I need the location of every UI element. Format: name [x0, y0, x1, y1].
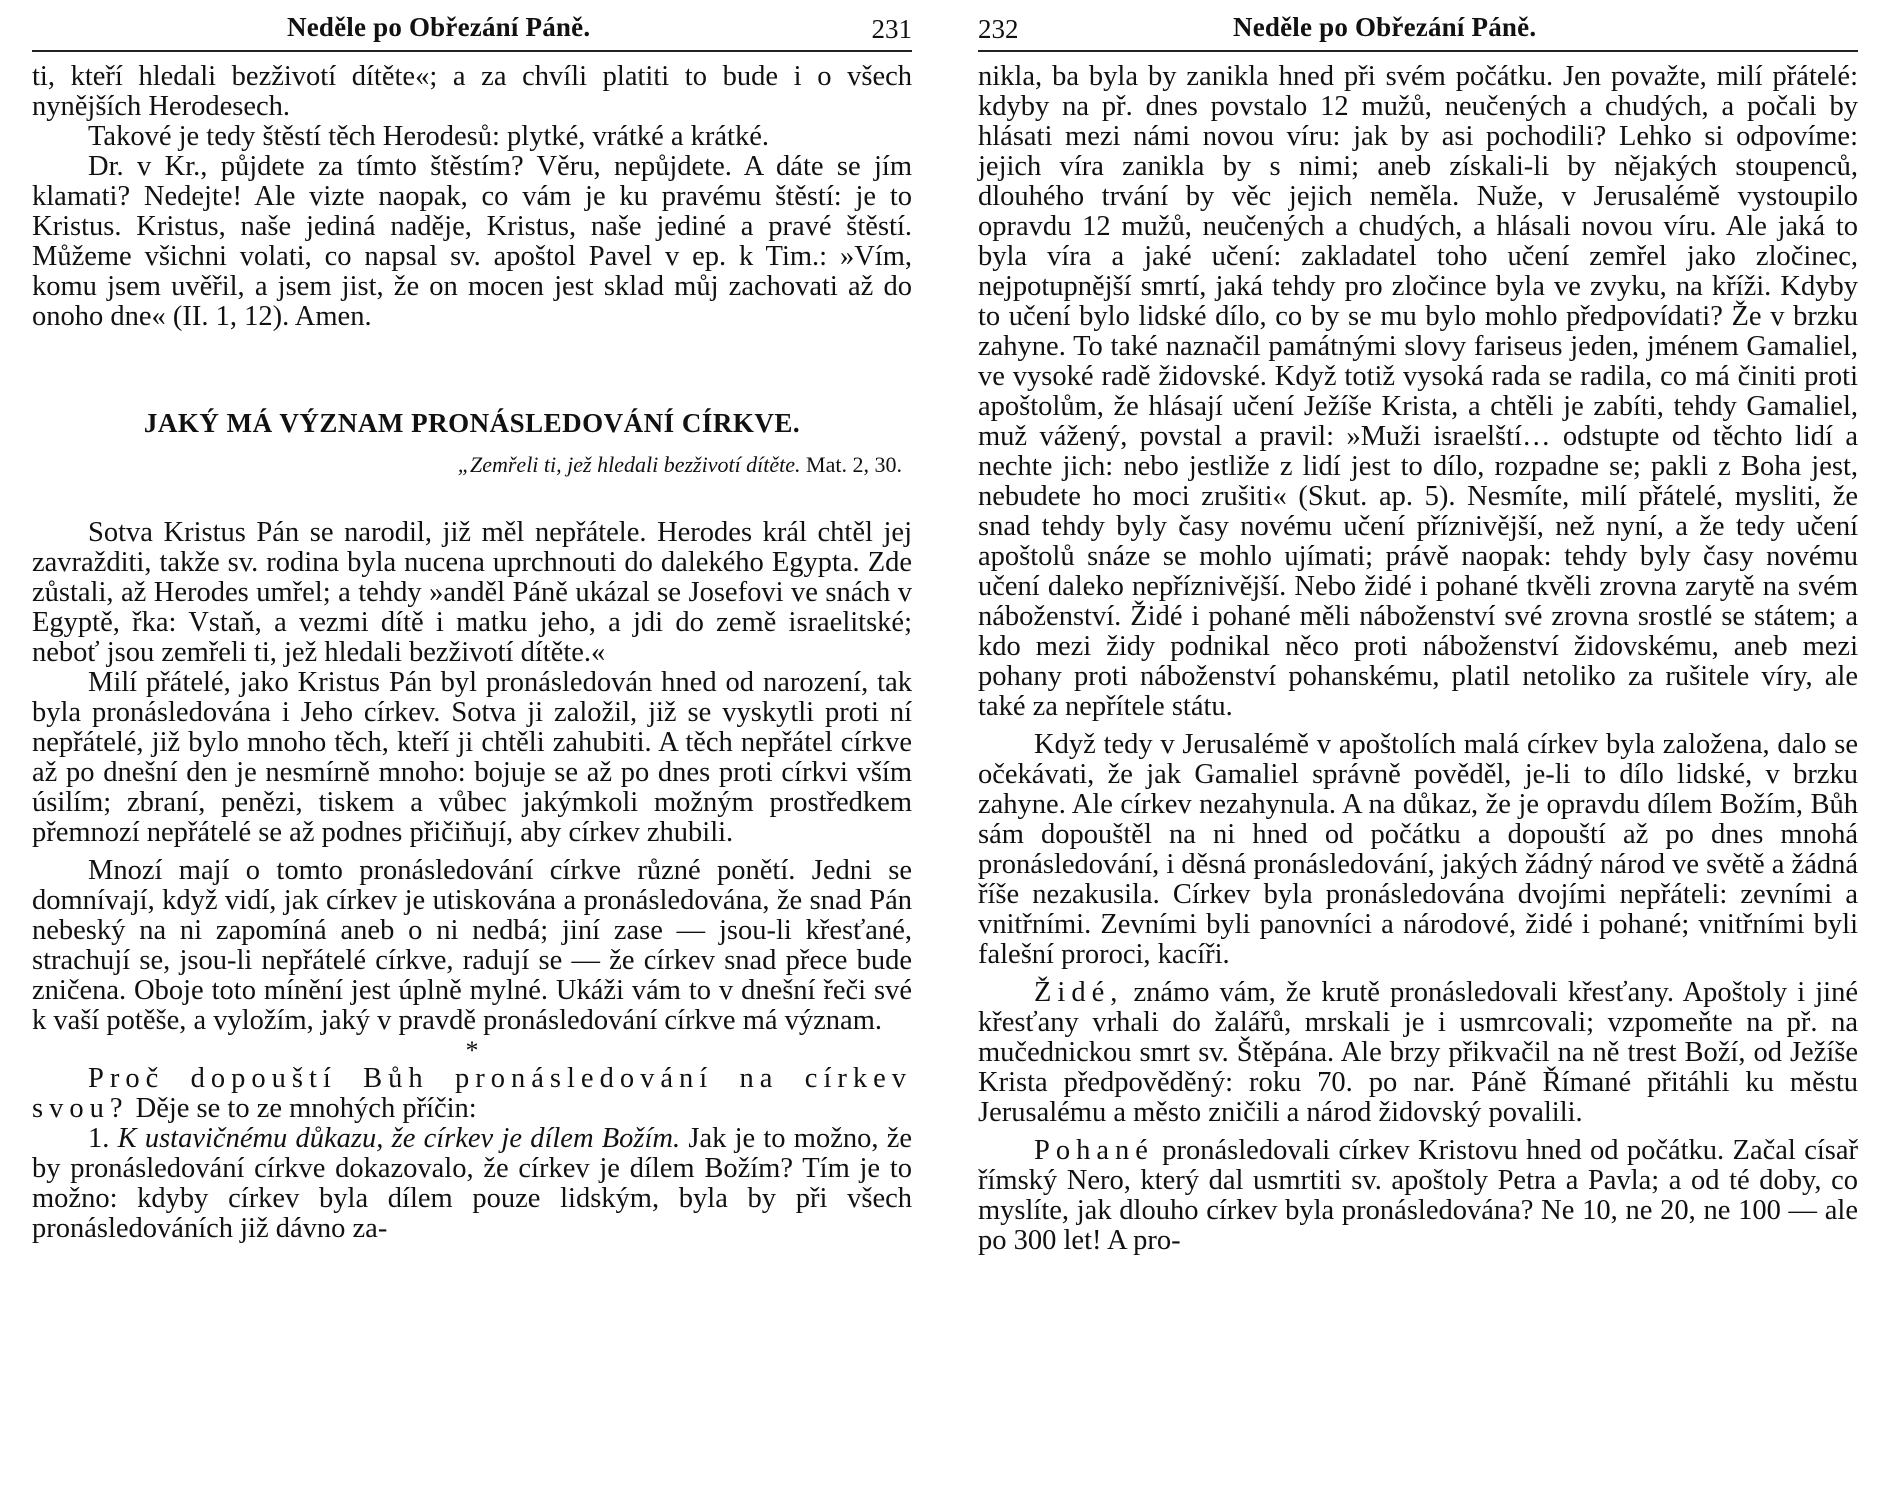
- epigraph-quote: „Zemřeli ti, jež hledali bezživotí dítěte.: [457, 452, 801, 477]
- right-body: [978, 62, 1858, 1256]
- running-header: [32, 6, 912, 52]
- paragraph: Když tedy v Jerusalémě v apoštolích malá církev byla založena, dalo se očekávati, že jak Gamaliel správně pověděl, je-li to dílo lidské, v brzku zahyne. Ale církev nezahynula. A na důkaz, že je opravdu dílem Božím, Bůh sám dopouštěl na ni hned od počátku a dopouští až po dnes mnohá pronásledování, i děsná pronásledování, jakých žádný národ ve světě a žádná říše nezakusila. Církev byla pronásledována dvojími nepřáteli: zevními a vnitřními. Zevními byli panovníci a národové, židé i pohané; vnitřními byli falešní proroci, kacíři.: [978, 729, 1859, 970]
- page-number: 232: [978, 14, 1019, 44]
- paragraph-text: pronásledovali církev Kristovu hned od počátku. Začal císař římský Nero, který dal usmrtiti sv. apoštoly Petra a Pavla; a od té doby, co myslíte, jak dlouho církev byla pronásledována? Ne 10, ne 20, ne 100 — ale po 300 let! A pro-: [978, 1135, 1858, 1256]
- question-continuation: Děje se to ze mnohých příčin:: [128, 1093, 477, 1124]
- right-page: [978, 0, 1858, 1500]
- page-number: 231: [871, 14, 912, 44]
- header-title: Neděle po Obřezání Páně.: [1233, 12, 1537, 42]
- running-header: [978, 6, 1858, 52]
- paragraph: Mnozí mají o tomto pronásledování církve různé ponětí. Jedni se domnívají, když vidí, jak církev je utiskována a pronásledována, že snad Pán nebeský na ni zapomíná aneb o ni nedbá; jiní zase — jsou-li křesťané, strachují se, jsou-li nepřátelé církve, radují se — že církev snad přece bude zničena. Oboje toto mínění jest úplně mylné. Ukáži vám to v dnešní řeči své k vaší potěše, a vyložím, jaký v pravdě pronásledování církve má význam.: [32, 855, 912, 1036]
- paragraph: Dr. v Kr., půjdete za tímto štěstím? Věru, nepůjdete. A dáte se jím klamati? Nedejte! Ale vizte naopak, co vám je ku pravému štěstí: je to Kristus. Kristus, naše jediná naděje, Kristus, naše jediné a pravé štěstí. Můžeme všichni volati, co napsal sv. apoštol Pavel v ep. k Tim.: »Vím, komu jsem uvěřil, a jsem jist, že on mocen jest sklad můj zachovati až do onoho dne« (II. 1, 12). Amen.: [32, 151, 912, 332]
- point-text: Jak je to možno, že by pronásledování církve dokazovalo, že církev je dílem Božím? Tím je to možno: kdyby církev byla dílem pouze lidským, byla by při všech pronásledováních již dávno za-: [32, 1123, 912, 1244]
- paragraph: Milí přátelé, jako Kristus Pán byl pronásledován hned od narození, tak byla pronásledována i Jeho církev. Sotva ji založil, již se vyskytli proti ní nepřátelé, již bylo mnoho těch, kteří ji chtěli zahubiti. A těch nepřátel církve až po dnešní den je nesmírně mnoho: bojuje se až po dnes proti církvi vším úsilím; zbraní, penězi, tiskem a vůbec jakýmkoli možným prostředkem přemnozí nepřátelé se až podnes přičiňují, aby církev zhubili.: [32, 667, 912, 848]
- point-number: 1.: [88, 1123, 118, 1154]
- spaced-term: Židé,: [1034, 977, 1124, 1008]
- header-title: Neděle po Obřezání Páně.: [287, 12, 591, 42]
- paragraph: ti, kteří hledali bezživotí dítěte«; a za chvíli platiti to bude i o všech nynějších Herodesech.: [32, 61, 912, 122]
- paragraph: [32, 1124, 912, 1244]
- paragraph: nikla, ba byla by zanikla hned při svém počátku. Jen považte, milí přátelé: kdyby na př. dnes povstalo 12 mužů, neučených a chudých, a počali by hlásati mezi námi novou víru: jak by asi pochodili? Lehko si odpovíme: jejich víra zanikla by s nimi; aneb získali-li by nějakých stoupenců, dlouhého trvání by věc jejich neměla. Nuže, v Jerusalémě vystoupilo opravdu 12 mužů, neučených a chudých, a hlásali novou víru. Ale jaká to byla víra a jaké učení: zakladatel toho učení zemřel jako zločinec, nejpotupnější smrtí, jaká tehdy pro zločince byla ve zvyku, na kříži. Kdyby to učení bylo lidské dílo, co by se mu bylo mohlo předpovídati? Že v brzku zahyne. To také naznačil památnými slovy fariseus jeden, jménem Gamaliel, ve vysoké radě židovské. Když totiž vysoká rada se radila, co má činiti proti apoštolům, že hlásají učení Ježíše Krista, a chtěli je zabíti, tehdy Gamaliel, muž vážený, povstal a pravil: »Muži israelští… odstupte od těchto lidí a nechte jich: nebo jestliže z lidí jest to dílo, rozpadne se; pakli z Boha jest, nebudete ho moci zrušiti« (Skut. ap. 5). Nesmíte, milí přátelé, mysliti, že snad tehdy byly časy novému učení příznivější, než nyní, a že tedy učení apoštolů snáze se mohlo ujímati; právě naopak: tehdy byly časy novému učení daleko nepříznivější. Nebo židé i pohané tkvěli zrovna zarytě na svém náboženství. Židé i pohané měli náboženství své zrovna srostlé se státem; a kdo mezi židy podnikal něco proti náboženství židovskému, aneb mezi pohany proti náboženství pohanskému, platil netoliko za rušitele víry, ale také za nepřítele státu.: [978, 61, 1858, 722]
- section-divider-asterisk: *: [465, 1036, 479, 1065]
- left-page: [32, 0, 912, 1500]
- paragraph: [978, 978, 1858, 1128]
- point-title: K ustavičnému důkazu, že církev je dílem Božím.: [117, 1123, 681, 1154]
- paragraph: Takové je tedy štěstí těch Herodesů: plytké, vrátké a krátké.: [88, 121, 769, 152]
- spaced-question: Proč dopouští Bůh pronásledování na církev svou?: [32, 1063, 912, 1124]
- epigraph-reference: Mat. 2, 30.: [806, 452, 902, 477]
- section-heading: JAKÝ MÁ VÝZNAM PRONÁSLEDOVÁNÍ CÍRKVE.: [143, 408, 801, 438]
- epigraph: [32, 450, 902, 480]
- paragraph: [32, 1064, 912, 1124]
- left-body: [32, 62, 912, 1244]
- paragraph-text: známo vám, že krutě pronásledovali křesťany. Apoštoly i jiné křesťany vrhali do žalářů, mrskali je i usmrcovali; vzpomeňte na př. na mučednickou smrt sv. Štěpána. Ale brzy přikvačil na ně trest Boží, od Ježíše Krista předpověděný: roku 70. po nar. Páně Římané přitáhli ku městu Jerusalému a město zničili a národ židovský povalili.: [978, 977, 1858, 1128]
- spaced-term: Pohané: [1034, 1135, 1154, 1166]
- paragraph: [978, 1136, 1858, 1256]
- paragraph: Sotva Kristus Pán se narodil, již měl nepřátele. Herodes král chtěl jej zavražditi, takže sv. rodina byla nucena uprchnouti do dalekého Egypta. Zde zůstali, až Herodes umřel; a tehdy »anděl Páně ukázal se Josefovi ve snách v Egyptě, řka: Vstaň, a vezmi dítě i matku jeho, a jdi do země israelitské; neboť jsou zemřeli ti, jež hledali bezživotí dítěte.«: [32, 517, 912, 668]
